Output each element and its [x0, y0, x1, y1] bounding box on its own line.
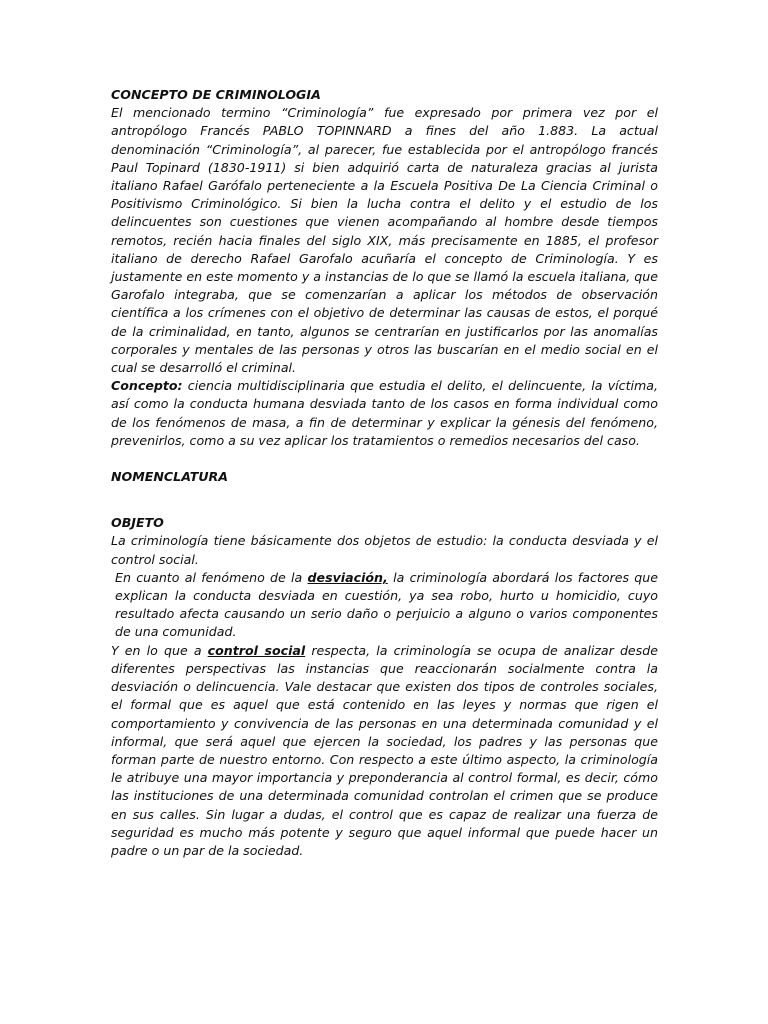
heading-nomenclatura: NOMENCLATURA	[111, 469, 228, 485]
heading-concepto: CONCEPTO DE CRIMINOLOGIA	[111, 87, 321, 102]
heading-objeto: OBJETO	[111, 515, 164, 531]
paragraph-desviacion	[111, 569, 658, 642]
desviacion-before: En cuanto al fenómeno de la	[115, 569, 308, 585]
control-term: control social	[207, 642, 306, 658]
control-after: respecta, la criminología se ocupa de analizar desde diferentes perspectivas las instancias que reaccionarán socialmente contra la desviación o delincuencia. Vale destacar que existen dos tipos de controles sociales, el formal que es aquel que está contenido en las leyes y normas que rigen el comportamiento y convivencia de las personas en una determinada comunidad y el informal, que será aquel que ejercen la sociedad, los padres y las personas que forman parte de nuestro entorno. Con respecto a este último aspecto, la criminología le atribuye una mayor importancia y preponderancia al control formal, es decir, cómo las instituciones de una determinada comunidad controlan el crimen que se produce en sus calles. Sin lugar a dudas, el control que es capaz de realizar una fuerza de seguridad es mucho más potente y seguro que aquel informal que puede hacer un padre o un par de la sociedad.	[111, 642, 658, 858]
paragraph-control-social	[111, 642, 658, 860]
desviacion-term: desviación,	[307, 569, 388, 585]
paragraph-concept	[111, 377, 658, 450]
paragraph-history: El mencionado termino “Criminología” fue expresado por primera vez por el antropólogo Francés PABLO TOPINNARD a fines del año 1.883. La actual denominación “Criminología”, al parecer, fue establecida por el antropólogo francés Paul Topinard (1830-1911) si bien adquirió carta de naturaleza gracias al jurista italiano Rafael Garófalo perteneciente a la Escuela Positiva De La Ciencia Criminal o Positivismo Criminológico. Si bien la lucha contra el delito y el estudio de los delincuentes son cuestiones que vienen acompañando al hombre desde tiempos remotos, recién hacia finales del siglo XIX, más precisamente en 1885, el profesor italiano de derecho Rafael Garofalo acuñaría el concepto de Criminología. Y es justamente en este momento y a instancias de lo que se llamó la escuela italiana, que Garofalo integraba, que se comenzarían a aplicar los métodos de observación científica a los crímenes con el objetivo de determinar las causas de estos, el porqué de la criminalidad, en tanto, algunos se centrarían en justificarlos por las anomalías corporales y mentales de las personas y otros las buscarían en el medio social en el cual se desarrolló el criminal.	[111, 105, 658, 376]
concept-text: ciencia multidisciplinaria que estudia el delito, el delincuente, la víctima, así como la conducta humana desviada tanto de los casos en forma individual como de los fenómenos de masa, a fin de determinar y explicar la génesis del fenómeno, prevenirlos, como a su vez aplicar los tratamientos o remedios necesarios del caso.	[111, 378, 658, 448]
document-page	[111, 86, 658, 860]
control-before: Y en lo que a	[111, 642, 208, 658]
paragraph-objeto-intro: La criminología tiene básicamente dos objetos de estudio: la conducta desviada y el control social.	[111, 533, 658, 567]
desviacion-after: la criminología abordará los factores que explican la conducta desviada en cuestión, ya sea robo, hurto u homicidio, cuyo resultado afecta causando un serio daño o perjuicio a alguno o varios componentes de una comunidad.	[115, 569, 658, 640]
concept-label: Concepto:	[111, 378, 183, 394]
